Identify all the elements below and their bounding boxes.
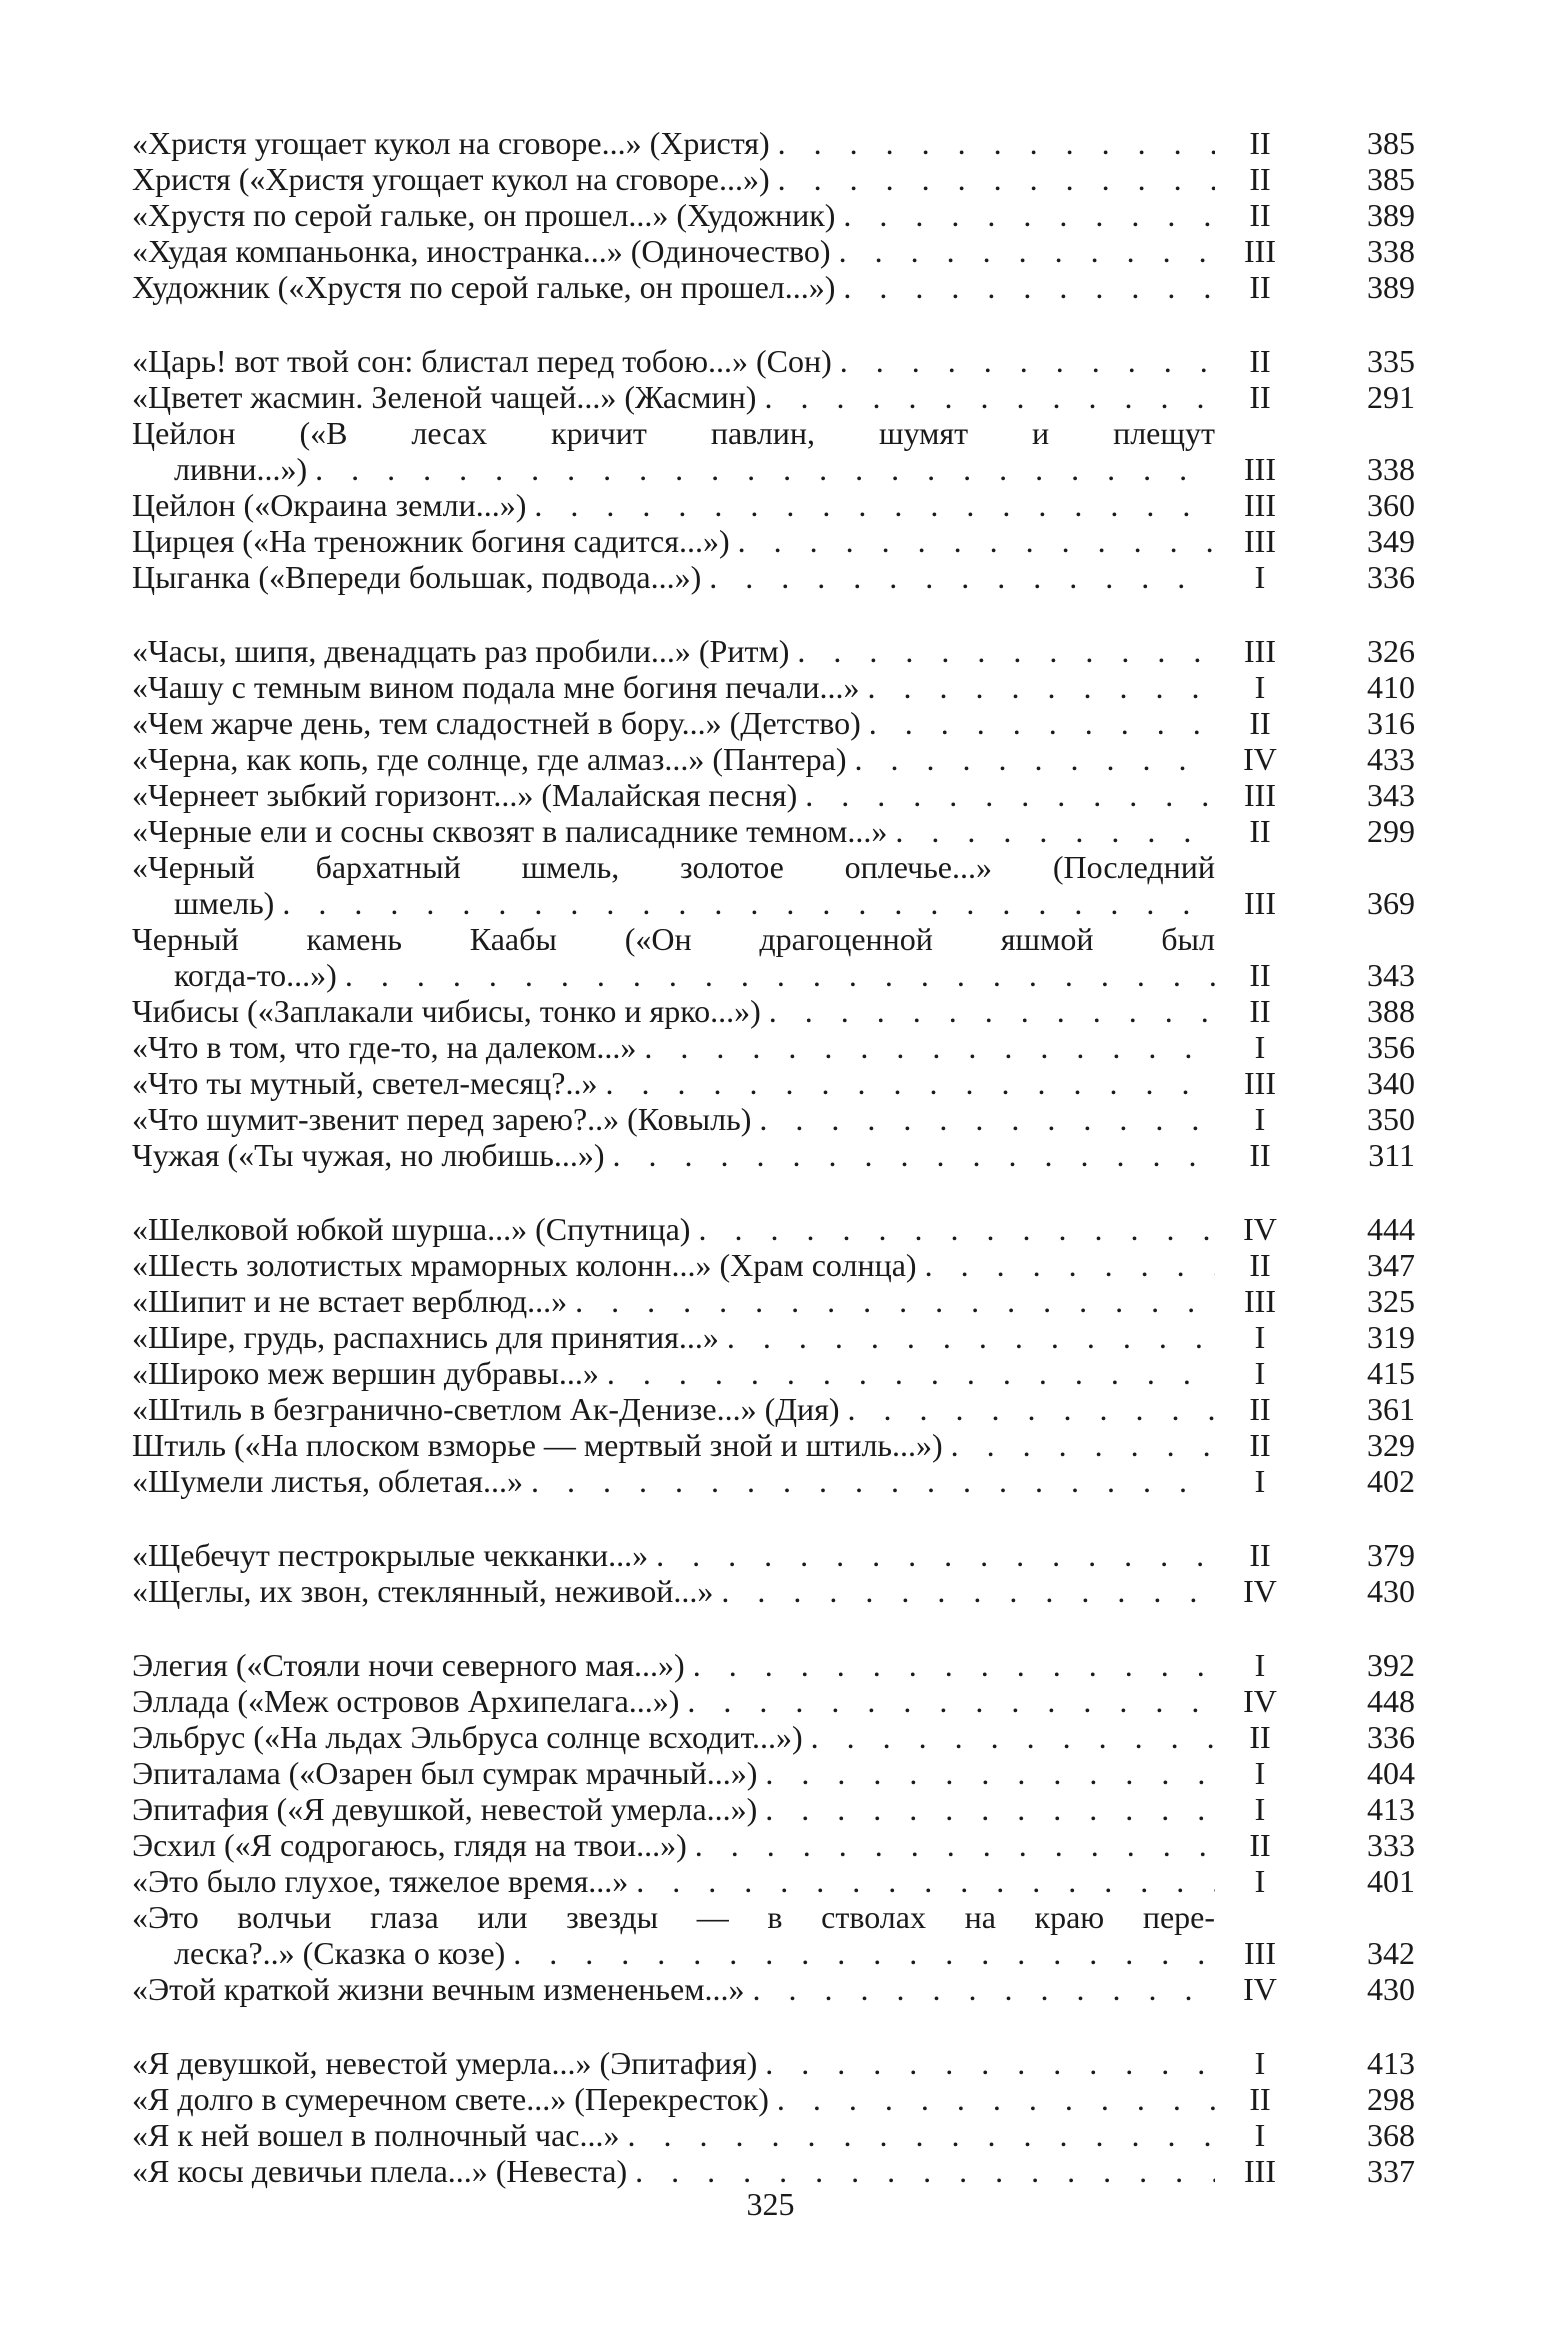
index-entry	[132, 233, 1432, 269]
entry-title: «Черна, как копь, где солнце, где алмаз...» (Пантера)	[132, 741, 847, 777]
entry-title: «Чашу с темным вином подала мне богиня печали...»	[132, 669, 860, 705]
index-entry	[132, 1827, 1432, 1863]
dot-leader	[627, 2153, 1215, 2189]
index-entry	[132, 705, 1432, 741]
entry-title: «Черные ели и сосны сквозят в палисаднике темном...»	[132, 813, 888, 849]
dot-leader	[744, 1971, 1215, 2007]
index-entry	[132, 379, 1432, 415]
page-reference: 298	[1367, 2081, 1415, 2117]
entry-title-continuation: ливни...»)	[174, 451, 308, 487]
dot-leader	[917, 1247, 1215, 1283]
volume-number: II	[1249, 813, 1271, 849]
page-reference: 413	[1367, 1791, 1415, 1827]
dot-leader	[859, 669, 1215, 705]
volume-number: II	[1249, 1427, 1271, 1463]
index-entry	[132, 993, 1432, 1029]
volume-number: IV	[1243, 1683, 1277, 1719]
index-group	[132, 343, 1432, 595]
page-reference: 402	[1367, 1463, 1415, 1499]
index-entry	[132, 1791, 1432, 1827]
page-reference: 430	[1367, 1971, 1415, 2007]
dot-leader	[861, 705, 1215, 741]
entry-title: «Цветет жасмин. Зеленой чащей...» (Жасмин)	[132, 379, 757, 415]
index-group	[132, 1647, 1432, 2007]
index-entry	[132, 1647, 1432, 1683]
page-reference: 319	[1367, 1319, 1415, 1355]
volume-number: III	[1244, 233, 1276, 269]
dot-leader	[690, 1211, 1215, 1247]
volume-number: IV	[1243, 1211, 1277, 1247]
page-reference: 360	[1367, 487, 1415, 523]
dot-leader	[648, 1537, 1215, 1573]
dot-leader	[761, 993, 1215, 1029]
volume-number: II	[1249, 993, 1271, 1029]
entry-title: «Это было глухое, тяжелое время...»	[132, 1863, 629, 1899]
volume-number: III	[1244, 1283, 1276, 1319]
volume-number: II	[1249, 197, 1271, 233]
page-reference: 347	[1367, 1247, 1415, 1283]
entry-title: «Я косы девичьи плела...» (Невеста)	[132, 2153, 628, 2189]
page-reference: 349	[1367, 523, 1415, 559]
page-reference: 316	[1367, 705, 1415, 741]
page-reference: 389	[1367, 197, 1415, 233]
entry-title: «Что шумит-звенит перед зарею?..» (Ковыль)	[132, 1101, 752, 1137]
page-reference: 350	[1367, 1101, 1415, 1137]
page-reference: 388	[1367, 993, 1415, 1029]
entry-title: «Шире, грудь, распахнись для принятия...»	[132, 1319, 719, 1355]
entry-title: «Шелковой юбкой шурша...» (Спутница)	[132, 1211, 691, 1247]
index-group	[132, 2045, 1432, 2189]
page-reference: 404	[1367, 1755, 1415, 1791]
entry-title: Эпитафия («Я девушкой, невестой умерла...»)	[132, 1791, 758, 1827]
entry-title: «Шесть золотистых мраморных колонн...» (Храм солнца)	[132, 1247, 917, 1283]
index-entry	[132, 777, 1432, 813]
page-reference: 338	[1367, 451, 1415, 487]
dot-leader	[835, 197, 1215, 233]
dot-leader	[599, 1355, 1215, 1391]
page-number: 325	[746, 2186, 795, 2222]
volume-number: II	[1249, 379, 1271, 415]
entry-title-continuation: когда-то...»)	[174, 957, 337, 993]
entry-title: Эпиталама («Озарен был сумрак мрачный...»)	[132, 1755, 758, 1791]
dot-leader	[887, 813, 1215, 849]
entry-title: «Этой краткой жизни вечным измененьем...»	[132, 1971, 745, 2007]
index-entry	[132, 741, 1432, 777]
volume-number: II	[1249, 125, 1271, 161]
dot-leader	[719, 1319, 1215, 1355]
page-reference: 401	[1367, 1863, 1415, 1899]
volume-number: II	[1249, 161, 1271, 197]
dot-leader	[730, 523, 1215, 559]
dot-leader	[803, 1719, 1215, 1755]
dot-leader	[505, 1935, 1215, 1971]
entry-title: Цирцея («На треножник богиня садится...»)	[132, 523, 730, 559]
index-entry	[132, 415, 1432, 487]
page-reference: 325	[1367, 1283, 1415, 1319]
index-entry	[132, 1211, 1432, 1247]
volume-number: III	[1244, 633, 1276, 669]
page-reference: 343	[1367, 957, 1415, 993]
volume-number: III	[1244, 487, 1276, 523]
volume-number: II	[1249, 343, 1271, 379]
page-reference: 385	[1367, 125, 1415, 161]
entry-title: Эллада («Меж островов Архипелага...»)	[132, 1683, 680, 1719]
entry-title: «Черный бархатный шмель, золотое оплечье...» (Последний	[132, 849, 1215, 885]
volume-number: III	[1244, 2153, 1276, 2189]
index-entry	[132, 1391, 1432, 1427]
dot-leader	[831, 233, 1215, 269]
index-entry	[132, 559, 1432, 595]
dot-leader	[846, 741, 1215, 777]
entry-title-continuation: шмель)	[174, 885, 275, 921]
entry-title: «Царь! вот твой сон: блистал перед тобою...» (Сон)	[132, 343, 832, 379]
entry-title: «Широко меж вершин дубравы...»	[132, 1355, 599, 1391]
page-reference: 368	[1367, 2117, 1415, 2153]
index-entry	[132, 125, 1432, 161]
volume-number: II	[1249, 269, 1271, 305]
dot-leader	[943, 1427, 1215, 1463]
dot-leader	[757, 1791, 1215, 1827]
dot-leader	[567, 1283, 1215, 1319]
dot-leader	[770, 125, 1215, 161]
index-entry	[132, 1463, 1432, 1499]
index-entry	[132, 2081, 1432, 2117]
dot-leader	[597, 1065, 1215, 1101]
volume-number: II	[1249, 1391, 1271, 1427]
entry-title: «Щеглы, их звон, стеклянный, неживой...»	[132, 1573, 714, 1609]
entry-title: Цыганка («Впереди большак, подвода...»)	[132, 559, 702, 595]
index-entry	[132, 849, 1432, 921]
entry-title: Черный камень Каабы («Он драгоценной яшмой был	[132, 921, 1215, 957]
entry-title: «Шипит и не встает верблюд...»	[132, 1283, 568, 1319]
index-group	[132, 125, 1432, 305]
page-reference: 326	[1367, 633, 1415, 669]
dot-leader	[832, 343, 1215, 379]
dot-leader	[526, 487, 1215, 523]
volume-number: II	[1249, 1719, 1271, 1755]
index-page	[132, 125, 1432, 2227]
volume-number: III	[1244, 777, 1276, 813]
entry-title: «Я к ней вошел в полночный час...»	[132, 2117, 620, 2153]
entry-title: «Это волчьи глаза или звезды — в стволах на краю пере-	[132, 1899, 1215, 1935]
page-reference: 337	[1367, 2153, 1415, 2189]
dot-leader	[636, 1029, 1215, 1065]
index-entry	[132, 1683, 1432, 1719]
entry-title: «Чем жарче день, тем сладостней в бору...» (Детство)	[132, 705, 861, 741]
index-entry	[132, 1247, 1432, 1283]
page-reference: 340	[1367, 1065, 1415, 1101]
page-reference: 361	[1367, 1391, 1415, 1427]
page-reference: 329	[1367, 1427, 1415, 1463]
page-reference: 299	[1367, 813, 1415, 849]
index-entry	[132, 487, 1432, 523]
page-reference: 338	[1367, 233, 1415, 269]
volume-number: II	[1249, 1247, 1271, 1283]
entry-title: «Я девушкой, невестой умерла...» (Эпитафия)	[132, 2045, 758, 2081]
dot-leader	[751, 1101, 1215, 1137]
volume-number: I	[1254, 1647, 1266, 1683]
page-reference: 415	[1367, 1355, 1415, 1391]
index-entry	[132, 921, 1432, 993]
page-reference: 336	[1367, 1719, 1415, 1755]
dot-leader	[797, 777, 1215, 813]
page-reference: 413	[1367, 2045, 1415, 2081]
index-entry	[132, 1065, 1432, 1101]
volume-number: I	[1254, 1319, 1266, 1355]
volume-number: II	[1249, 2081, 1271, 2117]
entry-title: Художник («Хрустя по серой гальке, он прошел...»)	[132, 269, 836, 305]
index-entry	[132, 1319, 1432, 1355]
entry-title: Цейлон («В лесах кричит павлин, шумят и плещут	[132, 415, 1215, 451]
index-entry	[132, 1537, 1432, 1573]
page-reference: 379	[1367, 1537, 1415, 1573]
entry-title: «Что ты мутный, светел-месяц?..»	[132, 1065, 598, 1101]
page-reference: 410	[1367, 669, 1415, 705]
page-reference: 369	[1367, 885, 1415, 921]
page-reference: 311	[1368, 1137, 1415, 1173]
entry-title: «Я долго в сумеречном свете...» (Перекресток)	[132, 2081, 769, 2117]
entry-title: «Хрустя по серой гальке, он прошел...» (Художник)	[132, 197, 836, 233]
dot-leader	[307, 451, 1215, 487]
volume-number: I	[1254, 2117, 1266, 2153]
volume-number: I	[1254, 559, 1266, 595]
dot-leader	[337, 957, 1215, 993]
entry-title: «Штиль в безгранично-светлом Ак-Денизе...» (Дия)	[132, 1391, 840, 1427]
volume-number: III	[1244, 885, 1276, 921]
dot-leader	[756, 379, 1215, 415]
volume-number: I	[1254, 1863, 1266, 1899]
index-entry	[132, 1355, 1432, 1391]
page-reference: 342	[1367, 1935, 1415, 1971]
index-entry	[132, 197, 1432, 233]
page-reference: 444	[1367, 1211, 1415, 1247]
entry-title: Штиль («На плоском взморье — мертвый зной и штиль...»)	[132, 1427, 943, 1463]
entry-title-continuation: леска?..» (Сказка о козе)	[174, 1935, 506, 1971]
page-reference: 430	[1367, 1573, 1415, 1609]
volume-number: II	[1249, 1137, 1271, 1173]
page-reference: 389	[1367, 269, 1415, 305]
volume-number: II	[1249, 1537, 1271, 1573]
dot-leader	[701, 559, 1215, 595]
index-entry	[132, 813, 1432, 849]
index-entry	[132, 523, 1432, 559]
page-reference: 448	[1367, 1683, 1415, 1719]
index-entry	[132, 1101, 1432, 1137]
entry-title: «Шумели листья, облетая...»	[132, 1463, 523, 1499]
page-reference: 433	[1367, 741, 1415, 777]
volume-number: I	[1254, 1755, 1266, 1791]
entry-title: Чибисы («Заплакали чибисы, тонко и ярко...»)	[132, 993, 761, 1029]
volume-number: II	[1249, 957, 1271, 993]
index-entry	[132, 2153, 1432, 2189]
index-group	[132, 1211, 1432, 1499]
entry-title: «Часы, шипя, двенадцать раз пробили...» (Ритм)	[132, 633, 790, 669]
index-entry	[132, 1755, 1432, 1791]
dot-leader	[687, 1827, 1215, 1863]
dot-leader	[619, 2117, 1215, 2153]
dot-leader	[835, 269, 1215, 305]
entry-title: Элегия («Стояли ночи северного мая...»)	[132, 1647, 685, 1683]
volume-number: IV	[1243, 1573, 1277, 1609]
index-entry	[132, 669, 1432, 705]
index-entry	[132, 1899, 1432, 1971]
index-entry	[132, 2045, 1432, 2081]
volume-number: III	[1244, 523, 1276, 559]
page-reference: 336	[1367, 559, 1415, 595]
volume-number: III	[1244, 451, 1276, 487]
page-reference: 291	[1367, 379, 1415, 415]
entry-title: Эльбрус («На льдах Эльбруса солнце всходит...»)	[132, 1719, 803, 1755]
dot-leader	[685, 1647, 1215, 1683]
entry-title: «Христя угощает кукол на сговоре...» (Христя)	[132, 125, 770, 161]
index-entry	[132, 1029, 1432, 1065]
dot-leader	[770, 161, 1215, 197]
volume-number: I	[1254, 1029, 1266, 1065]
volume-number: III	[1244, 1935, 1276, 1971]
index-entry	[132, 2117, 1432, 2153]
volume-number: I	[1254, 1355, 1266, 1391]
volume-number: IV	[1243, 1971, 1277, 2007]
dot-leader	[840, 1391, 1215, 1427]
index-entry	[132, 1863, 1432, 1899]
dot-leader	[757, 2045, 1215, 2081]
index-entry	[132, 269, 1432, 305]
volume-number: I	[1254, 1463, 1266, 1499]
dot-leader	[605, 1137, 1215, 1173]
page-reference: 333	[1367, 1827, 1415, 1863]
entry-title: «Что в том, что где-то, на далеком...»	[132, 1029, 637, 1065]
volume-number: III	[1244, 1065, 1276, 1101]
dot-leader	[757, 1755, 1215, 1791]
entry-title: Эсхил («Я содрогаюсь, глядя на твои...»)	[132, 1827, 687, 1863]
dot-leader	[713, 1573, 1215, 1609]
entry-title: «Щебечут пестрокрылые чекканки...»	[132, 1537, 649, 1573]
page-reference: 385	[1367, 161, 1415, 197]
volume-number: I	[1254, 1791, 1266, 1827]
index-entry	[132, 1573, 1432, 1609]
index-entry	[132, 1137, 1432, 1173]
volume-number: I	[1254, 1101, 1266, 1137]
index-group	[132, 1537, 1432, 1609]
entry-title: Чужая («Ты чужая, но любишь...»)	[132, 1137, 605, 1173]
index-group	[132, 633, 1432, 1173]
index-entry	[132, 1427, 1432, 1463]
volume-number: I	[1254, 2045, 1266, 2081]
volume-number: IV	[1243, 741, 1277, 777]
page-reference: 392	[1367, 1647, 1415, 1683]
dot-leader	[679, 1683, 1215, 1719]
dot-leader	[628, 1863, 1215, 1899]
dot-leader	[789, 633, 1215, 669]
index-entry	[132, 161, 1432, 197]
entry-title: Цейлон («Окраина земли...»)	[132, 487, 527, 523]
index-entry	[132, 633, 1432, 669]
index-entry	[132, 1719, 1432, 1755]
dot-leader	[769, 2081, 1215, 2117]
page-reference: 343	[1367, 777, 1415, 813]
index-entry	[132, 343, 1432, 379]
entry-title: Христя («Христя угощает кукол на сговоре...»)	[132, 161, 770, 197]
index-entry	[132, 1283, 1432, 1319]
volume-number: II	[1249, 1827, 1271, 1863]
page-reference: 335	[1367, 343, 1415, 379]
dot-leader	[523, 1463, 1215, 1499]
volume-number: I	[1254, 669, 1266, 705]
volume-number: II	[1249, 705, 1271, 741]
entry-title: «Худая компаньонка, иностранка...» (Одиночество)	[132, 233, 831, 269]
index-entry	[132, 1971, 1432, 2007]
page-reference: 356	[1367, 1029, 1415, 1065]
entry-title: «Чернеет зыбкий горизонт...» (Малайская песня)	[132, 777, 798, 813]
dot-leader	[274, 885, 1215, 921]
